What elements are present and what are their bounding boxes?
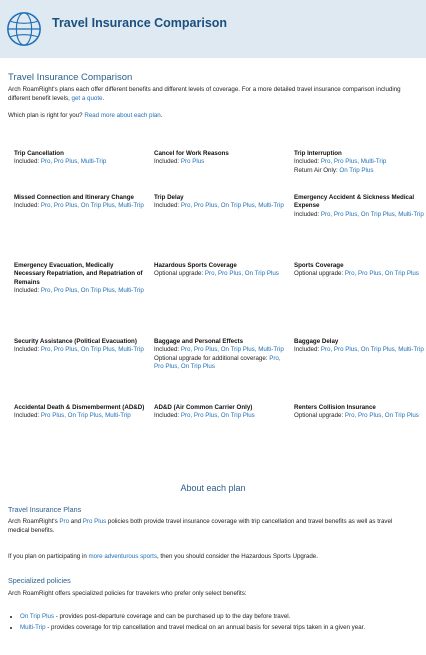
benefit-name: Emergency Accident & Sickness Medical Expense <box>294 194 415 210</box>
specialized-text: Arch RoamRight offers specialized policies for travelers who prefer only select benefits: <box>8 590 247 597</box>
benefit-item <box>294 150 426 175</box>
which-plan-text <box>8 112 418 121</box>
plans-heading: Travel Insurance Plans <box>8 505 82 514</box>
benefit-name: Sports Coverage <box>294 262 344 269</box>
benefit-prefix: Included: <box>14 346 41 354</box>
benefit-prefix: Optional upgrade: <box>154 270 205 278</box>
benefit-plan-links[interactable]: Pro, Pro Plus, On Trip Plus, Multi-Trip <box>180 202 284 210</box>
benefit-prefix: Optional upgrade: <box>294 270 345 278</box>
benefit-plan-links[interactable]: Pro, Pro Plus, On Trip Plus, Multi-Trip <box>40 287 144 295</box>
benefit-extra-plan-links[interactable]: Pro, Pro Plus, On Trip Plus <box>154 354 281 371</box>
benefit-item <box>14 404 146 421</box>
benefit-item <box>154 404 286 421</box>
benefit-plan-links[interactable]: Pro Plus, On Trip Plus, Multi-Trip <box>40 412 131 420</box>
benefit-item <box>294 262 426 279</box>
plans-text-2: and <box>69 518 83 525</box>
plan-link[interactable]: Multi-Trip <box>20 623 46 631</box>
page-title: Travel Insurance Comparison <box>52 16 228 30</box>
benefit-plans <box>14 158 146 166</box>
adventurous-sports-link[interactable]: more adventurous sports <box>88 553 157 560</box>
benefit-plan-links[interactable]: Pro, Pro Plus, Multi-Trip <box>320 158 387 166</box>
get-quote-link[interactable]: get a quote <box>71 94 103 102</box>
benefit-item <box>294 338 426 355</box>
benefit-extra-label: Return Air Only: <box>294 166 340 174</box>
benefit-plans <box>154 412 286 420</box>
benefit-plans <box>294 158 426 166</box>
benefit-prefix: Included: <box>14 412 41 420</box>
adventure-text-2: , then you should consider the Hazardous Sports Upgrade. <box>156 553 318 560</box>
benefit-plans <box>294 270 426 278</box>
plans-text <box>8 518 414 535</box>
benefit-plans <box>14 287 146 295</box>
list-item <box>20 624 414 633</box>
benefit-extra <box>294 167 426 175</box>
specialized-list <box>8 613 414 634</box>
plan-description: - provides coverage for trip cancellation and travel medical on an annual basis for several trips taken in a given year. <box>45 623 366 631</box>
benefit-plans <box>154 158 286 166</box>
intro-section <box>8 72 418 121</box>
benefit-name: Trip Delay <box>154 194 184 201</box>
pro-plus-link[interactable]: Pro Plus <box>82 518 107 525</box>
benefit-plan-links[interactable]: Pro, Pro Plus, On Trip Plus <box>344 270 419 278</box>
benefit-plans <box>154 202 286 210</box>
benefit-name: Emergency Evacuation, Medically Necessary Repatriation, and Repatriation of Remains <box>14 262 143 286</box>
benefit-plans <box>14 346 146 354</box>
benefit-prefix: Included: <box>154 346 181 354</box>
benefit-plans <box>294 211 426 219</box>
benefit-name: Cancel for Work Reasons <box>154 150 229 157</box>
benefit-plans <box>154 346 286 354</box>
benefit-plan-links[interactable]: Pro, Pro Plus, On Trip Plus, Multi-Trip <box>40 202 144 210</box>
plan-description: - provides post-departure coverage and can be purchased up to the day before travel. <box>54 613 291 620</box>
benefit-plan-links[interactable]: Pro Plus <box>180 158 205 166</box>
benefit-plan-links[interactable]: Pro, Pro Plus, On Trip Plus, Multi-Trip <box>320 210 424 218</box>
hero-banner <box>0 0 426 58</box>
plan-link[interactable]: On Trip Plus <box>20 613 55 620</box>
about-heading: About each plan <box>180 483 246 493</box>
benefit-prefix: Included: <box>14 158 41 166</box>
benefit-item <box>294 194 426 219</box>
globe-icon <box>5 10 43 48</box>
which-plan-question: Which plan is right for you? <box>8 112 85 119</box>
which-plan-end: . <box>160 112 163 119</box>
benefit-name: Trip Interruption <box>294 150 342 157</box>
benefit-prefix: Included: <box>294 158 321 166</box>
benefit-name: Missed Connection and Itinerary Change <box>14 194 134 201</box>
benefit-plan-links[interactable]: Pro, Pro Plus, On Trip Plus, Multi-Trip <box>180 346 284 354</box>
benefit-plan-links[interactable]: Pro, Pro Plus, On Trip Plus, Multi-Trip <box>320 346 424 354</box>
benefit-prefix: Optional upgrade: <box>294 412 345 420</box>
intro-text <box>8 86 418 103</box>
benefit-name: Baggage Delay <box>294 338 339 345</box>
benefit-item <box>154 150 286 167</box>
benefit-item <box>154 338 286 372</box>
benefit-plans <box>294 412 426 420</box>
benefit-plans <box>14 202 146 210</box>
benefit-item <box>14 338 146 355</box>
benefit-prefix: Included: <box>14 202 41 210</box>
benefit-item <box>14 150 146 167</box>
benefit-item <box>294 404 426 421</box>
benefit-name: Trip Cancellation <box>14 150 64 157</box>
benefit-name: Accidental Death & Dismemberment (AD&D) <box>14 404 145 411</box>
benefit-prefix: Included: <box>154 202 181 210</box>
benefit-item <box>154 194 286 211</box>
benefit-plans <box>294 346 426 354</box>
benefit-prefix: Included: <box>14 287 41 295</box>
benefit-prefix: Included: <box>154 412 181 420</box>
intro-text-body: Arch RoamRight's plans each offer different benefits and different levels of coverage. For a more detailed travel insurance comparison including different benefit levels, <box>8 86 401 102</box>
pro-link[interactable]: Pro <box>59 518 70 525</box>
benefit-extra-label: Optional upgrade for additional coverage: <box>154 354 270 362</box>
specialized-bullets <box>8 613 414 632</box>
list-item <box>20 613 414 622</box>
benefit-plan-links[interactable]: Pro, Pro Plus, On Trip Plus <box>344 412 419 420</box>
benefit-prefix: Included: <box>294 346 321 354</box>
benefit-name: Hazardous Sports Coverage <box>154 262 237 269</box>
benefit-item <box>14 194 146 211</box>
specialized-heading: Specialized policies <box>8 576 71 585</box>
benefit-prefix: Included: <box>294 210 321 218</box>
adventure-text-1: If you plan on participating in <box>8 553 89 560</box>
benefit-plan-links[interactable]: Pro, Pro Plus, Multi-Trip <box>40 158 107 166</box>
benefit-extra <box>154 355 286 372</box>
benefit-name: AD&D (Air Common Carrier Only) <box>154 404 253 411</box>
benefit-extra-plan-links[interactable]: On Trip Plus <box>339 166 374 174</box>
intro-text-end: . <box>102 94 105 102</box>
benefit-prefix: Included: <box>154 158 181 166</box>
intro-heading: Travel Insurance Comparison <box>8 72 133 83</box>
benefit-item <box>154 262 286 279</box>
benefit-item <box>14 262 146 296</box>
adventure-text <box>8 553 414 562</box>
benefit-plans <box>154 270 286 278</box>
plans-text-3: policies both provide travel insurance coverage with trip cancellation and travel benefits as well as travel medical benefits. <box>8 518 393 534</box>
benefit-name: Renters Collision Insurance <box>294 404 376 411</box>
benefit-plan-links[interactable]: Pro, Pro Plus, On Trip Plus, Multi-Trip <box>40 346 144 354</box>
benefit-name: Security Assistance (Political Evacuation) <box>14 338 137 345</box>
benefit-name: Baggage and Personal Effects <box>154 338 244 345</box>
benefit-plan-links[interactable]: Pro, Pro Plus, On Trip Plus <box>204 270 279 278</box>
read-more-link[interactable]: Read more about each plan <box>84 112 161 119</box>
plans-text-1: Arch RoamRight's <box>8 518 60 525</box>
benefit-plans <box>14 412 146 420</box>
benefit-plan-links[interactable]: Pro, Pro Plus, On Trip Plus <box>180 412 255 420</box>
